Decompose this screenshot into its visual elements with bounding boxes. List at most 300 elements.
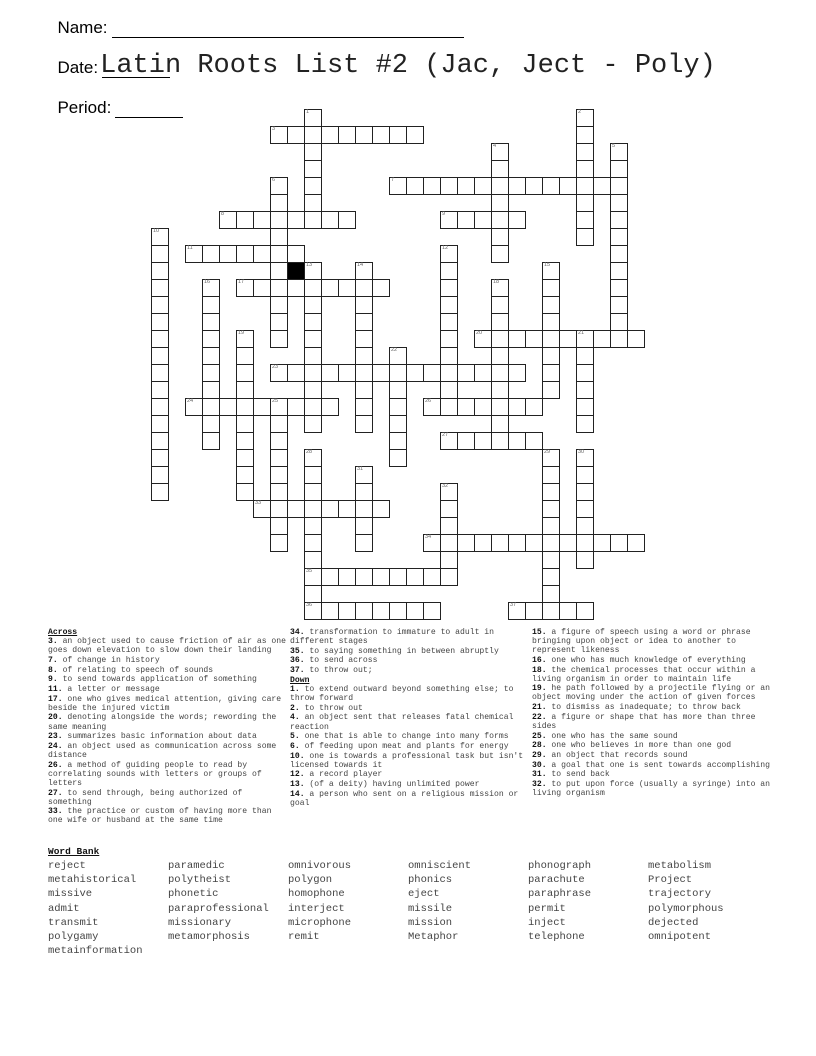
crossword-cell[interactable]	[491, 534, 509, 552]
crossword-cell[interactable]	[355, 415, 373, 433]
crossword-cell[interactable]	[253, 211, 271, 229]
crossword-cell[interactable]	[508, 211, 526, 229]
crossword-cell[interactable]	[576, 466, 594, 484]
crossword-cell[interactable]	[576, 500, 594, 518]
crossword-cell[interactable]	[474, 432, 492, 450]
crossword-cell[interactable]	[542, 296, 560, 314]
crossword-cell[interactable]	[304, 194, 322, 212]
crossword-cell[interactable]	[219, 245, 237, 263]
crossword-cell[interactable]	[287, 211, 305, 229]
crossword-cell[interactable]	[202, 296, 220, 314]
crossword-cell[interactable]	[151, 381, 169, 399]
crossword-cell[interactable]	[270, 483, 288, 501]
crossword-cell[interactable]	[576, 534, 594, 552]
crossword-cell[interactable]	[559, 330, 577, 348]
crossword-cell[interactable]	[525, 398, 543, 416]
crossword-cell[interactable]	[151, 279, 169, 297]
crossword-cell[interactable]	[576, 381, 594, 399]
crossword-cell[interactable]	[338, 364, 356, 382]
crossword-cell[interactable]	[236, 449, 254, 467]
crossword-cell[interactable]	[151, 296, 169, 314]
crossword-cell[interactable]	[355, 398, 373, 416]
crossword-cell[interactable]	[474, 534, 492, 552]
crossword-cell[interactable]	[270, 279, 288, 297]
crossword-cell[interactable]	[525, 330, 543, 348]
crossword-cell[interactable]	[151, 483, 169, 501]
crossword-cell[interactable]	[610, 177, 628, 195]
crossword-cell[interactable]	[576, 211, 594, 229]
crossword-cell[interactable]	[253, 500, 271, 518]
crossword-cell[interactable]	[355, 296, 373, 314]
crossword-cell[interactable]	[304, 551, 322, 569]
crossword-cell[interactable]	[542, 262, 560, 280]
crossword-cell[interactable]	[185, 245, 203, 263]
crossword-cell[interactable]	[389, 432, 407, 450]
crossword-cell[interactable]	[185, 398, 203, 416]
crossword-cell[interactable]	[542, 313, 560, 331]
crossword-cell[interactable]	[355, 279, 373, 297]
crossword-cell[interactable]	[576, 602, 594, 620]
crossword-cell[interactable]	[151, 449, 169, 467]
crossword-cell[interactable]	[236, 466, 254, 484]
clue-number: 23.	[48, 732, 63, 742]
crossword-cell[interactable]	[372, 602, 390, 620]
crossword-cell[interactable]	[440, 432, 458, 450]
crossword-cell[interactable]	[610, 228, 628, 246]
clue-item	[290, 713, 528, 731]
crossword-cell[interactable]	[270, 228, 288, 246]
crossword-cell[interactable]	[151, 330, 169, 348]
crossword-cell[interactable]	[151, 364, 169, 382]
crossword-cell[interactable]	[542, 534, 560, 552]
period-blank[interactable]	[115, 101, 183, 118]
crossword-cell[interactable]	[304, 415, 322, 433]
crossword-cell[interactable]	[321, 398, 339, 416]
crossword-cell[interactable]	[474, 398, 492, 416]
crossword-cell[interactable]	[576, 109, 594, 127]
crossword-cell[interactable]	[389, 568, 407, 586]
crossword-cell[interactable]	[491, 160, 509, 178]
crossword-cell[interactable]	[338, 602, 356, 620]
crossword-cell[interactable]	[270, 398, 288, 416]
crossword-cell[interactable]	[372, 126, 390, 144]
crossword-cell[interactable]	[542, 500, 560, 518]
crossword-cell[interactable]	[270, 313, 288, 331]
crossword-cell[interactable]	[236, 415, 254, 433]
crossword-cell[interactable]	[270, 449, 288, 467]
crossword-cell[interactable]	[610, 194, 628, 212]
crossword-cell[interactable]	[542, 279, 560, 297]
crossword-cell[interactable]	[593, 330, 611, 348]
crossword-cell[interactable]	[202, 364, 220, 382]
crossword-cell[interactable]	[389, 364, 407, 382]
crossword-cell[interactable]	[151, 398, 169, 416]
crossword-cell[interactable]	[508, 177, 526, 195]
crossword-cell[interactable]	[542, 568, 560, 586]
crossword-cell[interactable]	[474, 211, 492, 229]
crossword-cell[interactable]	[355, 262, 373, 280]
crossword-cell[interactable]	[236, 211, 254, 229]
crossword-cell[interactable]	[236, 279, 254, 297]
crossword-cell[interactable]	[423, 364, 441, 382]
crossword-cell[interactable]	[304, 500, 322, 518]
crossword-cell[interactable]	[440, 347, 458, 365]
crossword-cell[interactable]	[440, 568, 458, 586]
crossword-cell[interactable]	[236, 398, 254, 416]
crossword-cell[interactable]	[338, 500, 356, 518]
crossword-cell[interactable]	[287, 279, 305, 297]
crossword-cell[interactable]	[304, 398, 322, 416]
crossword-cell[interactable]	[219, 398, 237, 416]
crossword-cell[interactable]	[321, 126, 339, 144]
clue-number: 28	[306, 449, 313, 455]
crossword-cell[interactable]	[559, 534, 577, 552]
crossword-cell[interactable]	[151, 245, 169, 263]
crossword-cell[interactable]	[610, 245, 628, 263]
crossword-cell[interactable]	[151, 262, 169, 280]
crossword-cell[interactable]	[304, 449, 322, 467]
crossword-cell[interactable]	[576, 126, 594, 144]
crossword-cell[interactable]	[304, 602, 322, 620]
crossword-cell[interactable]	[440, 551, 458, 569]
crossword-cell[interactable]	[202, 279, 220, 297]
crossword-cell[interactable]	[372, 568, 390, 586]
crossword-cell[interactable]	[355, 602, 373, 620]
crossword-cell[interactable]	[491, 432, 509, 450]
crossword-cell[interactable]	[355, 466, 373, 484]
crossword-cell[interactable]	[491, 279, 509, 297]
crossword-cell[interactable]	[525, 177, 543, 195]
crossword-cell[interactable]	[304, 466, 322, 484]
crossword-cell[interactable]	[542, 551, 560, 569]
crossword-cell[interactable]	[304, 262, 322, 280]
crossword-cell[interactable]	[372, 364, 390, 382]
crossword-cell[interactable]	[440, 398, 458, 416]
crossword-cell[interactable]	[610, 279, 628, 297]
crossword-cell[interactable]	[491, 228, 509, 246]
crossword-cell[interactable]	[355, 534, 373, 552]
crossword-cell[interactable]	[304, 568, 322, 586]
crossword-cell[interactable]	[270, 364, 288, 382]
crossword-cell[interactable]	[525, 534, 543, 552]
crossword-cell[interactable]	[151, 313, 169, 331]
crossword-cell[interactable]	[440, 500, 458, 518]
crossword-cell[interactable]	[202, 415, 220, 433]
crossword-cell[interactable]	[304, 313, 322, 331]
crossword-cell[interactable]	[236, 432, 254, 450]
crossword-cell[interactable]	[440, 330, 458, 348]
crossword-cell[interactable]	[236, 483, 254, 501]
crossword-cell[interactable]	[287, 245, 305, 263]
crossword-cell[interactable]	[236, 245, 254, 263]
crossword-cell[interactable]	[270, 466, 288, 484]
crossword-cell[interactable]	[253, 245, 271, 263]
crossword-cell[interactable]	[440, 364, 458, 382]
crossword-cell[interactable]	[440, 211, 458, 229]
crossword-cell[interactable]	[389, 449, 407, 467]
crossword-cell[interactable]	[389, 347, 407, 365]
crossword-cell[interactable]	[304, 364, 322, 382]
crossword-cell[interactable]	[576, 330, 594, 348]
crossword-cell[interactable]	[389, 381, 407, 399]
crossword-cell[interactable]	[576, 143, 594, 161]
crossword-cell[interactable]	[355, 347, 373, 365]
crossword-cell[interactable]	[423, 602, 441, 620]
crossword-cell[interactable]	[355, 568, 373, 586]
crossword-cell[interactable]	[202, 347, 220, 365]
crossword-cell[interactable]	[491, 364, 509, 382]
crossword-cell[interactable]	[440, 177, 458, 195]
crossword-cell[interactable]	[423, 177, 441, 195]
crossword-cell[interactable]	[406, 602, 424, 620]
crossword-cell[interactable]	[474, 330, 492, 348]
name-blank[interactable]	[112, 21, 464, 38]
crossword-cell[interactable]	[474, 177, 492, 195]
crossword-cell[interactable]	[236, 330, 254, 348]
crossword-cell[interactable]	[457, 211, 475, 229]
crossword-cell[interactable]	[270, 500, 288, 518]
crossword-cell[interactable]	[576, 160, 594, 178]
crossword-cell[interactable]	[304, 126, 322, 144]
crossword-cell[interactable]	[304, 279, 322, 297]
crossword-cell[interactable]	[491, 211, 509, 229]
crossword-cell[interactable]	[491, 143, 509, 161]
crossword-cell[interactable]	[389, 602, 407, 620]
crossword-cell[interactable]	[542, 449, 560, 467]
crossword-cell[interactable]	[270, 211, 288, 229]
crossword-cell[interactable]	[355, 500, 373, 518]
crossword-cell[interactable]	[202, 245, 220, 263]
crossword-cell[interactable]	[423, 534, 441, 552]
crossword-cell[interactable]	[423, 568, 441, 586]
crossword-cell[interactable]	[457, 534, 475, 552]
crossword-cell[interactable]	[440, 296, 458, 314]
crossword-cell[interactable]	[440, 262, 458, 280]
crossword-cell[interactable]	[270, 415, 288, 433]
crossword-cell[interactable]	[576, 347, 594, 365]
crossword-cell[interactable]	[270, 296, 288, 314]
crossword-cell[interactable]	[491, 330, 509, 348]
crossword-cell[interactable]	[338, 211, 356, 229]
crossword-cell[interactable]	[304, 534, 322, 552]
crossword-cell[interactable]	[304, 211, 322, 229]
crossword-cell[interactable]	[372, 500, 390, 518]
crossword-cell[interactable]	[593, 177, 611, 195]
crossword-cell[interactable]	[304, 109, 322, 127]
crossword-cell[interactable]	[508, 602, 526, 620]
crossword-cell[interactable]	[542, 585, 560, 603]
crossword-cell[interactable]	[270, 517, 288, 535]
crossword-cell[interactable]	[610, 313, 628, 331]
crossword-cell[interactable]	[389, 415, 407, 433]
crossword-cell[interactable]	[474, 364, 492, 382]
crossword-cell[interactable]	[304, 143, 322, 161]
crossword-cell[interactable]	[491, 245, 509, 263]
crossword-cell[interactable]	[270, 330, 288, 348]
crossword-cell[interactable]	[406, 364, 424, 382]
crossword-cell[interactable]	[355, 364, 373, 382]
crossword-cell[interactable]	[304, 585, 322, 603]
crossword-cell[interactable]	[576, 228, 594, 246]
crossword-cell[interactable]	[491, 347, 509, 365]
crossword-cell[interactable]	[542, 347, 560, 365]
crossword-cell[interactable]	[491, 177, 509, 195]
crossword-cell[interactable]	[508, 330, 526, 348]
crossword-cell[interactable]	[270, 534, 288, 552]
crossword-cell[interactable]	[627, 534, 645, 552]
crossword-cell[interactable]	[440, 381, 458, 399]
crossword-cell[interactable]	[151, 432, 169, 450]
crossword-cell[interactable]	[236, 347, 254, 365]
crossword-cell[interactable]	[627, 330, 645, 348]
crossword-cell[interactable]	[406, 568, 424, 586]
crossword-cell[interactable]	[338, 279, 356, 297]
crossword-cell[interactable]	[406, 177, 424, 195]
crossword-cell[interactable]	[202, 398, 220, 416]
crossword-cell[interactable]	[270, 126, 288, 144]
crossword-cell[interactable]	[559, 602, 577, 620]
crossword-cell[interactable]	[287, 126, 305, 144]
crossword-cell[interactable]	[355, 381, 373, 399]
crossword-cell[interactable]	[440, 313, 458, 331]
crossword-cell[interactable]	[491, 313, 509, 331]
crossword-cell[interactable]	[610, 534, 628, 552]
crossword-cell[interactable]	[321, 211, 339, 229]
crossword-cell[interactable]	[576, 415, 594, 433]
crossword-cell[interactable]	[593, 534, 611, 552]
crossword-cell[interactable]	[304, 160, 322, 178]
crossword-cell[interactable]	[576, 449, 594, 467]
crossword-cell[interactable]	[236, 381, 254, 399]
crossword-cell[interactable]	[508, 432, 526, 450]
crossword-cell[interactable]	[321, 602, 339, 620]
crossword-cell[interactable]	[304, 347, 322, 365]
crossword-cell[interactable]	[287, 500, 305, 518]
crossword-cell[interactable]	[576, 551, 594, 569]
crossword-cell[interactable]	[508, 364, 526, 382]
crossword-cell[interactable]	[542, 466, 560, 484]
crossword-cell[interactable]	[287, 364, 305, 382]
crossword-cell[interactable]	[559, 177, 577, 195]
crossword-cell[interactable]	[491, 296, 509, 314]
crossword-cell[interactable]	[406, 126, 424, 144]
crossword-cell[interactable]	[355, 483, 373, 501]
crossword-cell[interactable]	[440, 534, 458, 552]
crossword-cell[interactable]	[576, 194, 594, 212]
crossword-cell[interactable]	[219, 211, 237, 229]
crossword-cell[interactable]	[525, 432, 543, 450]
crossword-cell[interactable]	[610, 160, 628, 178]
crossword-cell[interactable]	[304, 177, 322, 195]
crossword-cell[interactable]	[372, 279, 390, 297]
crossword-cell[interactable]	[457, 177, 475, 195]
crossword-cell[interactable]	[304, 381, 322, 399]
crossword-cell[interactable]	[287, 398, 305, 416]
crossword-cell[interactable]	[151, 415, 169, 433]
crossword-cell[interactable]	[542, 330, 560, 348]
clue-number: 2.	[290, 703, 300, 713]
crossword-cell[interactable]	[151, 347, 169, 365]
crossword-cell[interactable]	[321, 279, 339, 297]
crossword-cell[interactable]	[253, 279, 271, 297]
crossword-cell[interactable]	[440, 245, 458, 263]
crossword-cell[interactable]	[151, 228, 169, 246]
crossword-cell[interactable]	[355, 126, 373, 144]
crossword-cell[interactable]	[321, 364, 339, 382]
crossword-cell[interactable]	[440, 517, 458, 535]
crossword-cell[interactable]	[321, 500, 339, 518]
crossword-cell[interactable]	[576, 364, 594, 382]
crossword-cell[interactable]	[491, 381, 509, 399]
crossword-cell[interactable]	[576, 483, 594, 501]
crossword-cell[interactable]	[304, 296, 322, 314]
crossword-cell[interactable]	[321, 568, 339, 586]
crossword-cell[interactable]	[355, 330, 373, 348]
crossword-cell[interactable]	[610, 143, 628, 161]
crossword-cell[interactable]	[355, 313, 373, 331]
crossword-cell[interactable]	[423, 398, 441, 416]
crossword-cell[interactable]	[542, 483, 560, 501]
crossword-cell[interactable]	[389, 177, 407, 195]
crossword-cell[interactable]	[576, 177, 594, 195]
crossword-cell[interactable]	[236, 364, 254, 382]
crossword-cell[interactable]	[542, 177, 560, 195]
crossword-cell[interactable]	[542, 517, 560, 535]
clue-number: 16	[204, 279, 211, 285]
crossword-cell[interactable]	[457, 364, 475, 382]
crossword-cell[interactable]	[338, 126, 356, 144]
crossword-cell[interactable]	[440, 279, 458, 297]
crossword-cell[interactable]	[610, 211, 628, 229]
crossword-cell[interactable]	[576, 398, 594, 416]
crossword-cell[interactable]	[525, 602, 543, 620]
crossword-cell[interactable]	[576, 517, 594, 535]
crossword-cell[interactable]	[270, 262, 288, 280]
crossword-cell[interactable]	[270, 245, 288, 263]
crossword-cell[interactable]	[202, 313, 220, 331]
crossword-cell[interactable]	[491, 194, 509, 212]
crossword-cell[interactable]	[202, 330, 220, 348]
crossword-cell[interactable]	[610, 296, 628, 314]
crossword-cell[interactable]	[542, 602, 560, 620]
crossword-cell[interactable]	[610, 262, 628, 280]
crossword-cell[interactable]	[270, 177, 288, 195]
crossword-cell[interactable]	[202, 381, 220, 399]
crossword-cell[interactable]	[304, 483, 322, 501]
crossword-cell[interactable]	[202, 432, 220, 450]
crossword-cell[interactable]	[542, 381, 560, 399]
crossword-cell[interactable]	[389, 126, 407, 144]
crossword-cell[interactable]	[270, 432, 288, 450]
crossword-cell[interactable]	[491, 415, 509, 433]
crossword-cell[interactable]	[338, 568, 356, 586]
crossword-cell[interactable]	[491, 398, 509, 416]
crossword-cell[interactable]	[304, 517, 322, 535]
crossword-cell[interactable]	[151, 466, 169, 484]
crossword-cell[interactable]	[508, 398, 526, 416]
crossword-cell[interactable]	[440, 483, 458, 501]
crossword-cell[interactable]	[457, 432, 475, 450]
crossword-cell[interactable]	[389, 398, 407, 416]
crossword-cell[interactable]	[457, 398, 475, 416]
crossword-cell[interactable]	[508, 534, 526, 552]
crossword-cell[interactable]	[304, 330, 322, 348]
crossword-cell[interactable]	[270, 194, 288, 212]
crossword-cell[interactable]	[610, 330, 628, 348]
crossword-cell[interactable]	[253, 398, 271, 416]
crossword-cell[interactable]	[542, 364, 560, 382]
crossword-cell[interactable]	[355, 517, 373, 535]
